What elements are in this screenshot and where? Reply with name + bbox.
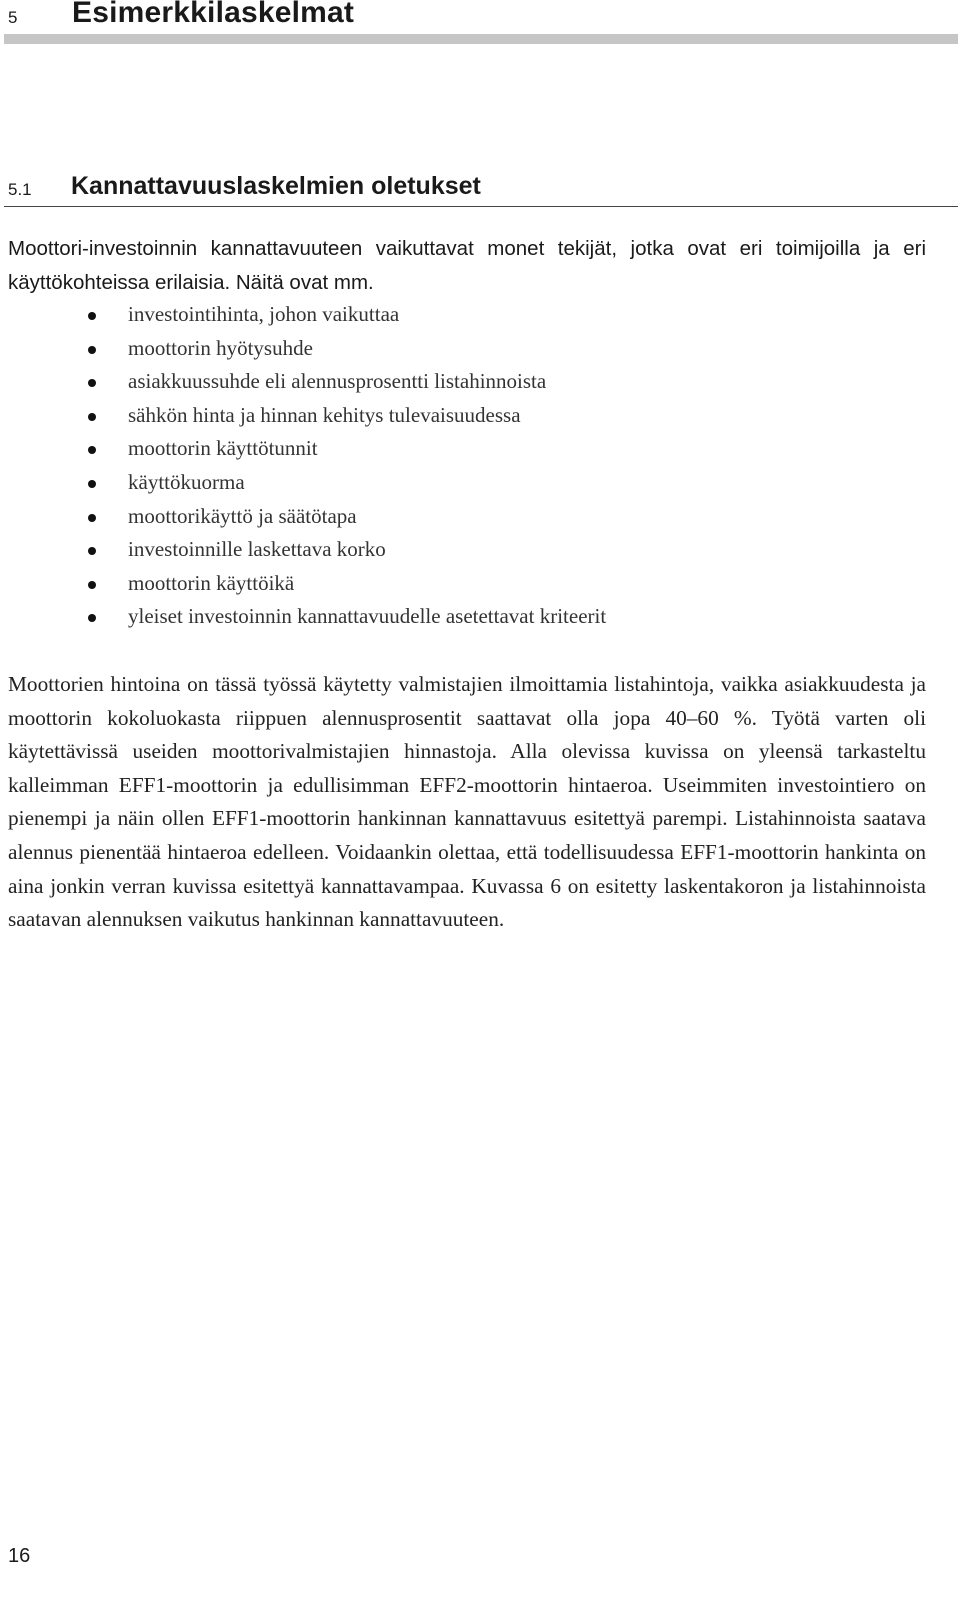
list-item-text: yleiset investoinnin kannattavuudelle asetettavat kriteerit: [128, 604, 607, 629]
section-heading: [8, 172, 958, 206]
bullet-icon: [88, 581, 96, 589]
list-item: [0, 298, 606, 332]
section-divider: [4, 206, 958, 207]
list-item: [0, 332, 606, 366]
section-number: 5.1: [8, 180, 32, 199]
body-paragraph: Moottorien hintoina on tässä työssä käytetty valmistajien ilmoittamia listahintoja, vaikka asiakkuudesta ja moottorin kokoluokasta riippuen alennusprosentit saattavat olla jopa 40–60 %. Työtä varten oli käytettävissä useiden moottorivalmistajien hinnastoja. Alla olevissa kuvissa on yleensä tarkasteltu kalleimman EFF1-moottorin ja edullisimman EFF2-moottorin hintaeroa. Useimmiten investointiero on pienempi ja näin ollen EFF1-moottorin hankinnan kannattavuus esitettyä parempi. Listahinnoista saatava alennus pienentää hintaeroa edelleen. Voidaankin olettaa, että todellisuudessa EFF1-moottorin hankinta on aina jonkin verran kuvissa esitettyä kannattavampaa. Kuvassa 6 on esitetty laskentakoron ja listahinnoista saatavan alennuksen vaikutus hankinnan kannattavuuteen.: [8, 672, 926, 932]
list-item-text: investointihinta, johon vaikuttaa: [128, 302, 400, 326]
chapter-number: 5: [8, 8, 18, 27]
section-title: Kannattavuuslaskelmien oletukset: [71, 172, 481, 200]
list-item-text: käyttökuorma: [128, 469, 245, 494]
bullet-icon: [88, 346, 96, 354]
list-item-text: investoinnille laskettava korko: [128, 537, 386, 562]
factor-list: [0, 298, 606, 634]
bullet-icon: [88, 379, 96, 387]
bullet-icon: [88, 312, 96, 320]
list-item-text: sähkön hinta ja hinnan kehitys tulevaisuudessa: [128, 402, 521, 427]
bullet-icon: [88, 614, 96, 622]
list-item-text: asiakkuussuhde eli alennusprosentti listahinnoista: [128, 369, 547, 394]
bullet-icon: [88, 480, 96, 488]
list-item: [0, 399, 606, 433]
list-item: [0, 500, 606, 534]
list-item-text: moottorikäyttö ja säätötapa: [128, 503, 357, 528]
list-item: [0, 567, 606, 601]
list-item: [0, 600, 606, 634]
bullet-icon: [88, 413, 96, 421]
chapter-heading: [8, 0, 960, 34]
bullet-icon: [88, 547, 96, 555]
chapter-title: Esimerkkilaskelmat: [72, 0, 355, 29]
list-item-text: moottorin käyttötunnit: [128, 436, 318, 461]
list-item: [0, 432, 606, 466]
list-item: [0, 466, 606, 500]
list-item: [0, 533, 606, 567]
bullet-icon: [88, 446, 96, 454]
chapter-divider: [4, 34, 958, 44]
list-item-text: moottorin käyttöikä: [128, 570, 295, 595]
list-item: [0, 365, 606, 399]
intro-paragraph: Moottori-investoinnin kannattavuuteen vaikuttavat monet tekijät, jotka ovat eri toimijoilla ja eri käyttökohteissa erilaisia. Näitä ovat mm.: [8, 237, 926, 294]
page-number: 16: [8, 1545, 31, 1567]
list-item-text: moottorin hyötysuhde: [128, 335, 313, 360]
bullet-icon: [88, 514, 96, 522]
